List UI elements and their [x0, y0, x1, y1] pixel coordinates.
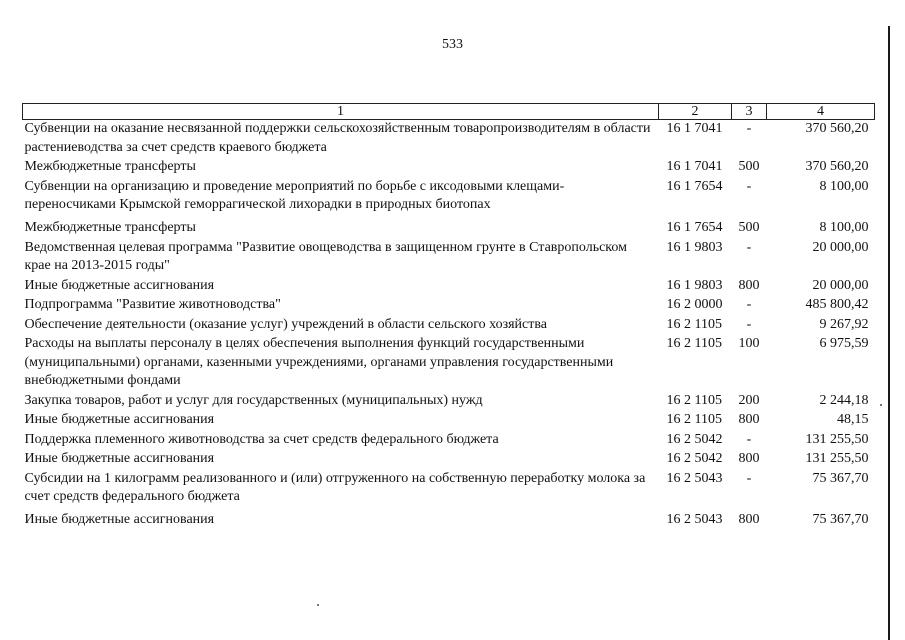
table-row [23, 120, 875, 159]
row-code: 16 2 1105 [666, 336, 722, 351]
row-type: - [746, 178, 752, 194]
table-row [23, 392, 875, 412]
row-code: 16 1 7041 [666, 159, 723, 174]
row-amount: 131 255,50 [805, 431, 869, 447]
row-amount: 6 975,59 [819, 336, 869, 351]
row-name: Закупка товаров, работ и услуг для государственных (муниципальных) нужд [24, 392, 483, 408]
row-code: 16 2 5043 [666, 470, 723, 486]
row-name: Субсидии на 1 килограмм реализованного и (или) отгруженного на собственную переработку молока за счет средств федерального бюджета [24, 470, 646, 504]
row-amount: 75 367,70 [812, 512, 869, 527]
row-type: - [746, 316, 752, 332]
row-type: 800 [738, 277, 760, 293]
page-number: 533 [442, 37, 463, 52]
table-row [23, 296, 875, 316]
row-name: Межбюджетные трансферты [24, 220, 196, 235]
row-code: 16 2 0000 [666, 297, 723, 312]
scan-edge-bar [888, 26, 890, 640]
row-name: Ведомственная целевая программа "Развитие овощеводства в защищенном грунте в Ставропольском крае на 2013-2015 годы" [24, 239, 627, 273]
table-row [23, 470, 875, 508]
table-row [23, 239, 875, 277]
row-name: Субвенции на организацию и проведение мероприятий по борьбе с иксодовыми клещами-переносчиками Крымской геморрагической лихорадки в природных биотопах [24, 178, 565, 212]
table-row [23, 335, 875, 392]
column-header-type: 3 [732, 104, 767, 120]
table-row [23, 508, 875, 531]
row-amount: 8 100,00 [819, 220, 869, 235]
row-type: 800 [738, 512, 760, 527]
row-code: 16 2 1105 [666, 392, 722, 408]
row-code: 16 1 9803 [666, 277, 723, 293]
row-type: - [746, 470, 752, 486]
row-name: Подпрограмма "Развитие животноводства" [24, 297, 281, 312]
row-name: Иные бюджетные ассигнования [24, 512, 215, 527]
table-row [23, 316, 875, 336]
row-name: Субвенции на оказание несвязанной поддержки сельскохозяйственным товаропроизводителям в области растениеводства за счет средств краевого бюджета [24, 121, 651, 155]
scan-speck [317, 604, 319, 606]
row-code: 16 1 7041 [666, 121, 723, 136]
row-name: Иные бюджетные ассигнования [24, 412, 215, 427]
table-row [23, 216, 875, 239]
row-code: 16 2 5043 [666, 512, 723, 527]
row-amount: 370 560,20 [805, 121, 869, 136]
column-header-code: 2 [659, 104, 732, 120]
row-name: Иные бюджетные ассигнования [24, 451, 215, 466]
row-type: 100 [738, 336, 760, 351]
row-amount: 75 367,70 [812, 470, 869, 486]
header-row [23, 104, 875, 120]
table-header [23, 104, 875, 120]
table-row [23, 450, 875, 470]
row-type: - [746, 297, 752, 312]
scan-speck [880, 404, 882, 406]
row-type: 800 [738, 451, 760, 466]
budget-table [22, 103, 875, 531]
row-code: 16 2 1105 [666, 412, 722, 427]
row-amount: 9 267,92 [819, 316, 869, 332]
row-type: - [746, 239, 752, 255]
row-type: 200 [738, 392, 760, 408]
row-code: 16 2 1105 [666, 316, 722, 332]
row-name: Поддержка племенного животноводства за счет средств федерального бюджета [24, 431, 499, 447]
row-name: Расходы на выплаты персоналу в целях обеспечения выполнения функций государственными (муниципальными) органами, казенными учреждениями, органами управления государственными внебюджетными фондами [24, 336, 614, 388]
table-row [23, 431, 875, 451]
row-type: - [746, 121, 752, 136]
row-type: 500 [738, 220, 760, 235]
row-code: 16 1 9803 [666, 239, 723, 255]
row-amount: 8 100,00 [819, 178, 869, 194]
row-name: Межбюджетные трансферты [24, 159, 196, 174]
row-amount: 2 244,18 [819, 392, 869, 408]
table-row [23, 411, 875, 431]
row-type: - [746, 431, 752, 447]
row-amount: 20 000,00 [812, 277, 869, 293]
table-row [23, 178, 875, 216]
row-amount: 131 255,50 [805, 451, 869, 466]
row-type: 500 [738, 159, 760, 174]
budget-table-container [22, 103, 874, 531]
row-name: Иные бюджетные ассигнования [24, 277, 215, 293]
table-row [23, 158, 875, 178]
row-code: 16 2 5042 [666, 451, 723, 466]
column-header-amount: 4 [767, 104, 875, 120]
row-name: Обеспечение деятельности (оказание услуг) учреждений в области сельского хозяйства [24, 316, 548, 332]
row-amount: 485 800,42 [805, 297, 869, 312]
row-code: 16 1 7654 [666, 178, 723, 194]
row-amount: 20 000,00 [812, 239, 869, 255]
row-amount: 48,15 [837, 412, 869, 427]
row-code: 16 1 7654 [666, 220, 723, 235]
table-body [23, 120, 875, 531]
column-header-name: 1 [23, 104, 659, 120]
row-code: 16 2 5042 [666, 431, 723, 447]
row-amount: 370 560,20 [805, 159, 869, 174]
row-type: 800 [738, 412, 760, 427]
table-row [23, 277, 875, 297]
